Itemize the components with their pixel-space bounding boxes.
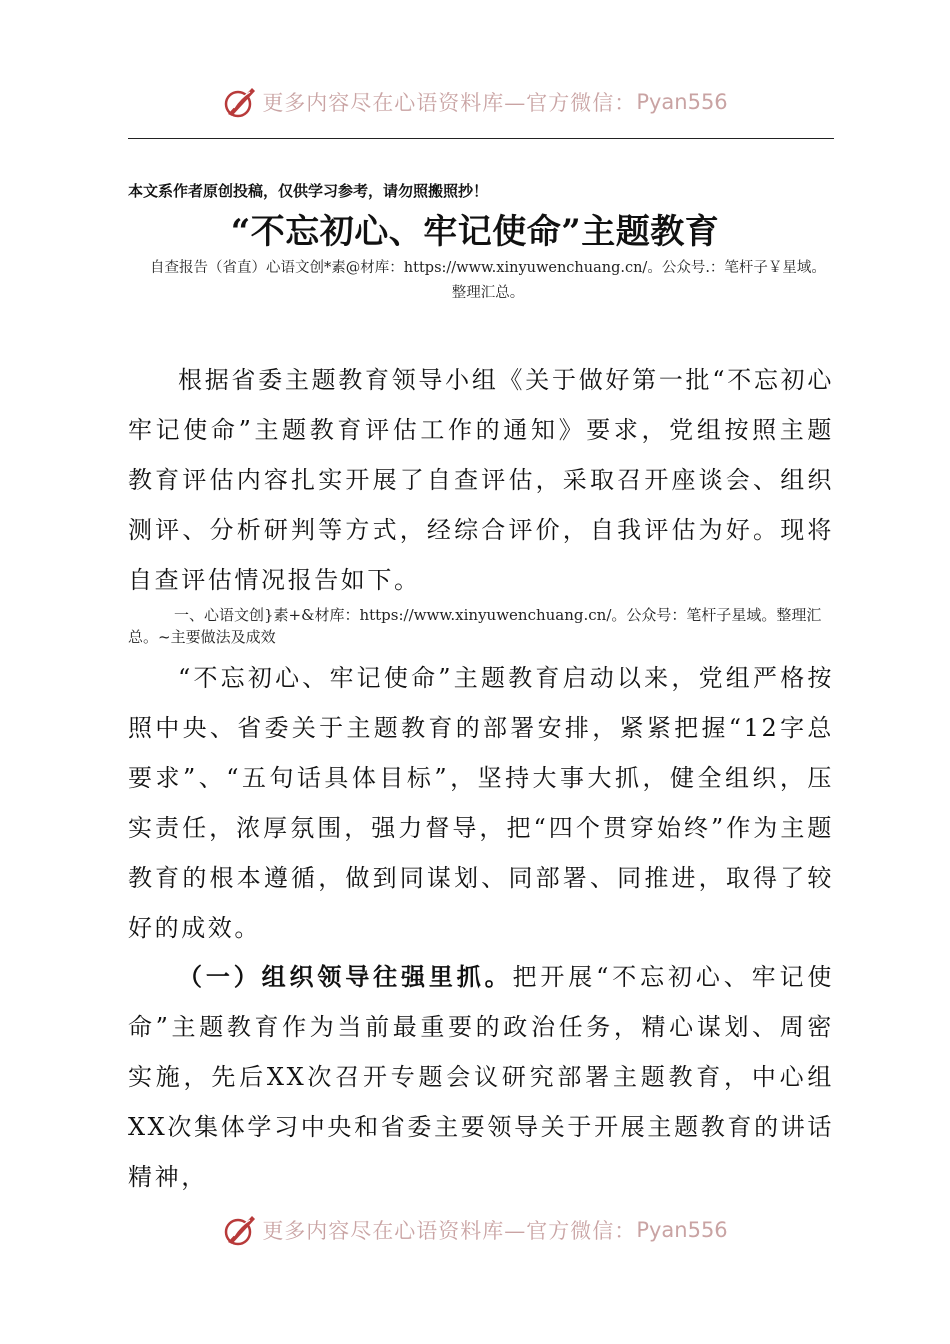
wechat-id: Pyan556: [636, 90, 728, 114]
paragraph-3: [128, 952, 834, 1202]
paragraph-3-text: 把开展“不忘初心、牢记使命”主题教育作为当前最重要的政治任务，精心谋划、周密实施，先后XX次召开专题会议研究部署主题教育，中心组XX次集体学习中央和省委主要领导关于开展主题教育的讲话精神，: [128, 963, 835, 1191]
copyright-notice: 本文系作者原创投稿，仅供学习参考，请勿照搬照抄！: [128, 182, 489, 200]
footer-banner: [0, 1208, 950, 1252]
paragraph-3-heading: （一）组织领导往强里抓。: [178, 962, 513, 991]
subtitle-line-2: 整理汇总。: [451, 285, 525, 301]
quill-pen-logo-icon: [222, 84, 258, 120]
banner-text: 更多内容尽在心语资料库—官方微信：: [262, 91, 637, 115]
header-divider: [128, 138, 834, 139]
header-banner: [0, 80, 950, 124]
page-title: “不忘初心、牢记使命”主题教育: [230, 212, 720, 252]
footer-wechat-id: Pyan556: [636, 1218, 728, 1242]
subtitle: [128, 256, 848, 306]
quill-pen-logo-icon: [222, 1212, 258, 1248]
paragraph-2: “不忘初心、牢记使命”主题教育启动以来，党组严格按照中央、省委关于主题教育的部署安排，紧紧把握“12字总要求”、“五句话具体目标”，坚持大事大抓，健全组织，压实责任，浓厚氛围，强力督导，把“四个贯穿始终”作为主题教育的根本遵循，做到同谋划、同部署、同推进，取得了较好的成效。: [128, 664, 834, 942]
intro-paragraph: 根据省委主题教育领导小组《关于做好第一批“不忘初心牢记使命”主题教育评估工作的通知》要求，党组按照主题教育评估内容扎实开展了自查评估，采取召开座谈会、组织测评、分析研判等方式，经综合评价，自我评估为好。现将自查评估情况报告如下。: [128, 366, 834, 594]
subtitle-line-1: 自查报告（省直）心语文创*素@材库：https://www.xinyuwenchuang.cn/。公众号.：笔杆子￥星域。: [150, 260, 826, 276]
section-heading: 一、心语文创}素+&材库：https://www.xinyuwenchuang.cn/。公众号：笔杆子星域。整理汇总。~主要做法及成效: [128, 606, 822, 646]
footer-banner-text: 更多内容尽在心语资料库—官方微信：: [262, 1219, 637, 1243]
